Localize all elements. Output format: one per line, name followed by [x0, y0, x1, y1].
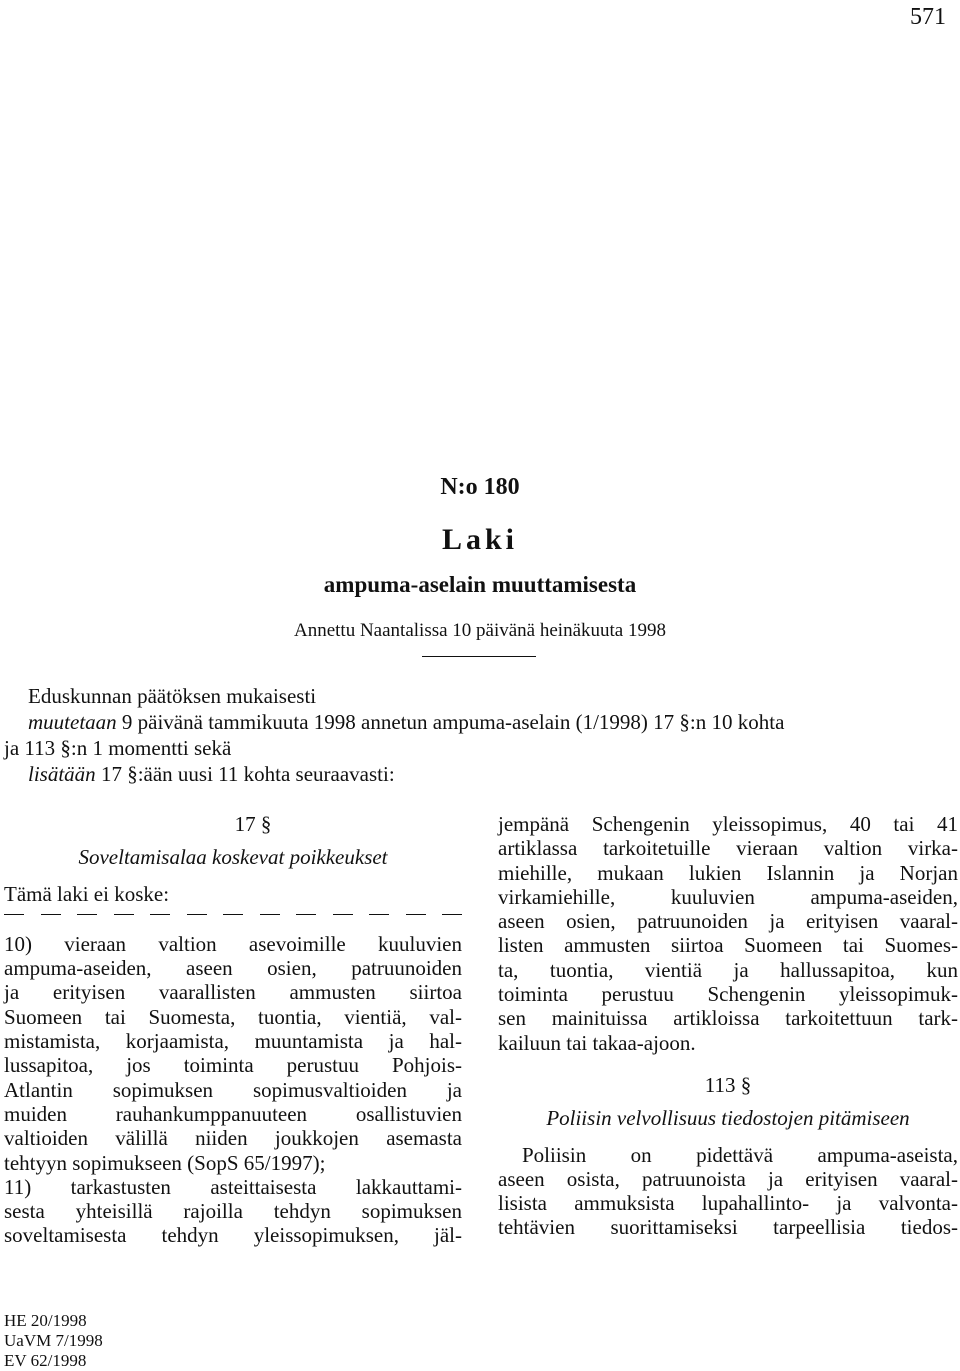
text-line: mistamista, korjaamista, muuntamista ja hal- [4, 1029, 462, 1054]
text-line: jempänä Schengenin yleissopimus, 40 tai 41 [498, 812, 958, 836]
omission-dashes [4, 908, 462, 922]
text-line: artiklassa tarkoitetuille vieraan valtion virka- [498, 836, 958, 861]
omission-dash [296, 914, 316, 915]
omission-dash [223, 914, 243, 915]
text-line: sesta yhteisillä rajoilla tehdyn sopimuksen [4, 1199, 462, 1224]
text-line: sen mainituissa artikloissa tarkoitettuun tark- [498, 1006, 958, 1031]
footnote-uavm: UaVM 7/1998 [4, 1331, 103, 1350]
text-line: miehille, mukaan lukien Islannin ja Norjan [498, 860, 958, 885]
omission-dash [369, 914, 389, 915]
omission-dash [187, 914, 207, 915]
statute-number: N:o 180 [440, 474, 520, 500]
omission-dash [41, 914, 61, 915]
preamble-intro: Eduskunnan päätöksen mukaisesti [28, 684, 317, 708]
text-line: ja erityisen vaarallisten ammusten siirtoa [4, 980, 462, 1005]
preamble-continuation: ja 113 §:n 1 momentti sekä [4, 736, 232, 760]
text-line: virkamiehille, kuuluvien ampuma-aseiden, [498, 884, 958, 909]
footnote-he: HE 20/1998 [4, 1311, 87, 1330]
text-line: Suomeen tai Suomesta, tuontia, vientiä, val- [4, 1004, 462, 1029]
text-line: 10) vieraan valtion asevoimille kuuluvien [4, 931, 462, 956]
section-intro: Tämä laki ei koske: [4, 881, 170, 906]
text-line: kailuun tai takaa-ajoon. [498, 1030, 696, 1055]
text-line: tehtävien suorittamiseksi tarpeellisia tiedos- [498, 1215, 958, 1240]
text-line: listen ammusten siirtoa Suomeen tai Suomes- [498, 933, 958, 958]
omission-dash [406, 914, 426, 915]
omission-dash [442, 914, 462, 915]
law-label: Laki [441, 523, 519, 556]
left-column [4, 812, 462, 1248]
preamble-add-line [28, 761, 958, 787]
omission-dash [77, 914, 97, 915]
text-line: lussapitoa, jos toiminta perustuu Pohjois- [4, 1053, 462, 1078]
text-line: valtioiden välillä niiden joukkojen asemasta [4, 1126, 462, 1151]
text-line: aseen osista, patruunoista ja erityisen vaaral- [498, 1166, 958, 1191]
text-line: aseen osien, patruunoiden ja erityisen vaaral- [498, 909, 958, 934]
omission-dash [114, 914, 134, 915]
footnotes [4, 1311, 103, 1371]
text-line: muiden rauhankumppanuuteen osallistuvien [4, 1101, 462, 1126]
text-line: toiminta perustuu Schengenin yleissopimuk- [498, 982, 958, 1007]
section-number-113: 113 § [704, 1072, 752, 1097]
preamble-amend-text: 9 päivänä tammikuuta 1998 annetun ampuma-aselain (1/1998) 17 §:n 10 kohta [116, 710, 785, 734]
text-line: tehtyyn sopimukseen (SopS 65/1997); [4, 1150, 326, 1175]
title-divider [422, 656, 536, 657]
omission-dash [333, 914, 353, 915]
section-number-17: 17 § [234, 812, 272, 836]
text-line: ampuma-aseiden, aseen osien, patruunoiden [4, 956, 462, 981]
text-line: ta, tuontia, vientiä ja hallussapitoa, kun [498, 957, 958, 982]
text-line: soveltamisesta tehdyn yleissopimuksen, jäl- [4, 1223, 462, 1248]
text-line: 11) tarkastusten asteittaisesta lakkauttami- [4, 1174, 462, 1199]
preamble-add-text: 17 §:ään uusi 11 kohta seuraavasti: [95, 762, 395, 786]
section-heading-17: Soveltamisalaa koskevat poikkeukset [78, 845, 388, 870]
omission-dash [260, 914, 280, 915]
right-column [498, 812, 958, 1240]
law-title: ampuma-aselain muuttamisesta [323, 572, 637, 597]
text-line: Atlantin sopimuksen sopimusvaltioiden ja [4, 1077, 462, 1102]
preamble [4, 683, 958, 787]
omission-dash [150, 914, 170, 915]
preamble-add-verb: lisätään [28, 762, 96, 786]
preamble-amend-line [28, 709, 958, 735]
given-date-line: Annettu Naantalissa 10 päivänä heinäkuuta 1998 [294, 620, 666, 641]
text-line: lisista ammuksista lupahallinto- ja valvonta- [498, 1191, 958, 1216]
text-line: Poliisin on pidettävä ampuma-aseista, [522, 1142, 958, 1167]
page-number: 571 [910, 4, 946, 30]
section-heading-113: Poliisin velvollisuus tiedostojen pitämiseen [546, 1106, 910, 1131]
omission-dash [4, 914, 24, 915]
preamble-amend-verb: muutetaan [28, 710, 117, 734]
footnote-ev: EV 62/1998 [4, 1351, 87, 1370]
